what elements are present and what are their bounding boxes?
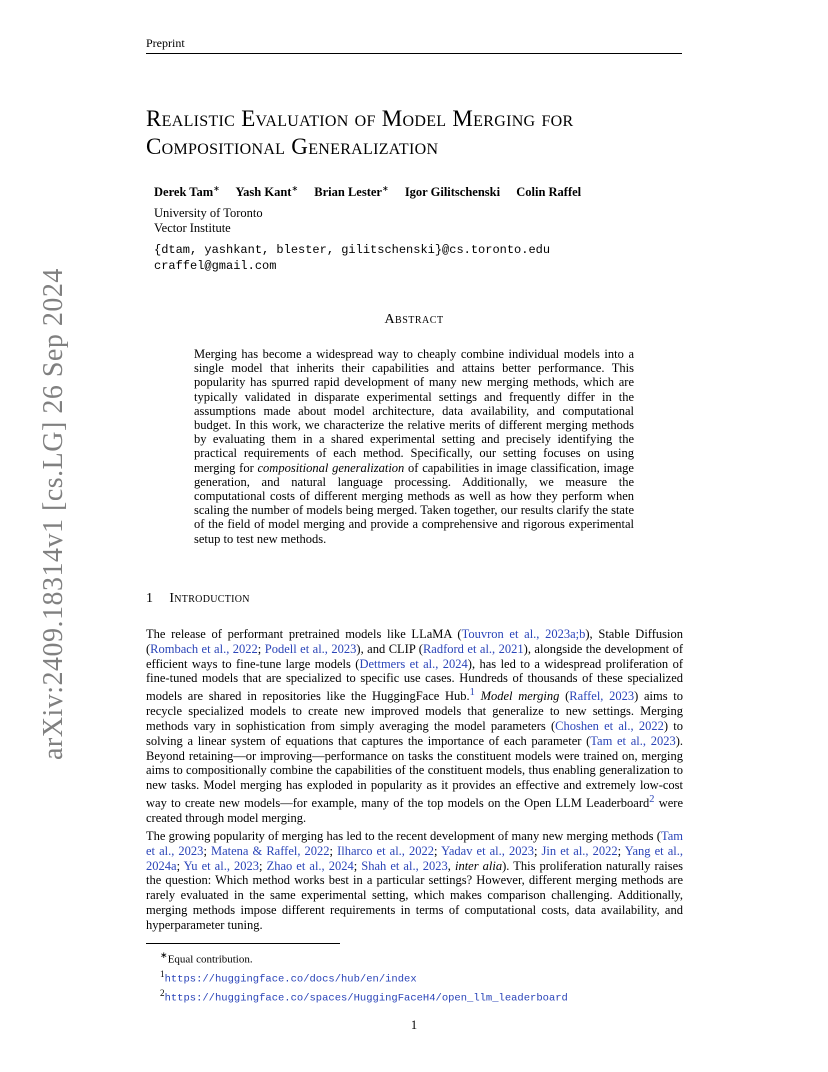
footnote-ref[interactable]: 1 <box>469 687 475 699</box>
intro-paragraph-2: The growing popularity of merging has led to the recent development of many new merging methods (Tam et al., 2023; Matena & Raffel, 2022; Ilharco et al., 2022; Yadav et al., 2023; Jin et al., 2022; Yang et al., 2024a; Yu et al., 2023; Zhao et al., 2024; Shah et al., 2023, inter alia). This proliferation naturally raises the question: Which method works best in a particular settings? However, different merging methods are rarely evaluated in the same experimental setting, which makes comparison challenging. Additionally, merging methods impose different requirements in terms of computational costs, data availability, and hyperparameter tuning. <box>146 829 683 932</box>
citation-link[interactable]: Tam et al., 2023 <box>590 733 676 748</box>
author: Derek Tam∗ <box>154 184 220 200</box>
affiliations <box>154 206 263 236</box>
section-heading <box>146 591 250 607</box>
footnote-link[interactable]: https://huggingface.co/docs/hub/en/index <box>164 973 417 986</box>
footnote-equal: ∗Equal contribution. <box>160 950 253 966</box>
running-header: Preprint <box>146 36 185 50</box>
author: Yash Kant∗ <box>235 184 299 200</box>
citation-link[interactable]: Zhao et al., 2024 <box>266 858 354 873</box>
citation-link[interactable]: Ilharco et al., 2022 <box>337 843 434 858</box>
footnotes <box>160 948 568 1006</box>
abstract-text: Merging has become a widespread way to cheaply combine individual models into a single model that inherits their capabilities and attains better performance. This popularity has spurred rapid development of many new merging methods, which are typically validated in disparate experimental settings and frequently differ in the assumptions made about model architecture, data availability, and computational budget. In this work, we characterize the relative merits of different merging methods by evaluating them in a shared experimental setting and precisely identifying the practical requirements of each method. Specifically, our setting focuses on using merging for compositional generalization of capabilities in image classification, image generation, and natural language processing. Additionally, we measure the computational costs of different merging methods as well as how they perform when scaling the number of models being merged. Taken together, our results clarify the state of the field of model merging and provide a comprehensive and rigorous experimental setup to test new methods. <box>194 347 634 546</box>
footnote-rule <box>146 943 340 944</box>
footnote-2: $^2$https://huggingface.co/spaces/HuggingFaceH4/open_llm_leaderboard <box>160 988 568 1005</box>
author-list <box>154 184 694 200</box>
abstract-heading: Abstract <box>384 312 444 327</box>
author: Brian Lester∗ <box>314 184 389 200</box>
author: Igor Gilitschenski <box>404 185 501 200</box>
email-line: {dtam, yashkant, blester, gilitschenski}@cs.toronto.edu <box>154 243 551 257</box>
section-number: 1 <box>146 591 154 606</box>
footnote-link[interactable]: https://huggingface.co/spaces/HuggingFaceH4/open_llm_leaderboard <box>164 992 568 1005</box>
citation-link[interactable]: Matena & Raffel, 2022 <box>210 843 330 858</box>
author-emails <box>154 242 550 274</box>
citation-link[interactable]: Tam et al., 2023 <box>146 829 683 858</box>
footnote-1: $^1$https://huggingface.co/docs/hub/en/index <box>160 968 417 986</box>
intro-paragraph-1: The release of performant pretrained models like LLaMA (Touvron et al., 2023a;b), Stable Diffusion (Rombach et al., 2022; Podell et al., 2023), and CLIP (Radford et al., 2021), alongside the development of efficient ways to fine-tune large models (Dettmers et al., 2024), has led to a widespread proliferation of fine-tuned models that are specialized to specific use cases. Hundreds of thousands of these specialized models are shared in repositories like the HuggingFace Hub.$^1$ Model merging (Raffel, 2023) aims to recycle specialized models to create new improved models that generalize to new settings. Merging methods vary in sophistication from simply averaging the model parameters (Choshen et al., 2022) to solving a linear system of equations that captures the importance of each parameter (Tam et al., 2023). Beyond retaining—or improving—performance on tasks the constituent models were trained on, merging aims to compositionally combine the capabilities of the constituent models, thus enabling generalization to new tasks. Model merging has exploded in popularity as it provides an effective and extremely low-cost way to create new models—for example, many of the top models on the Open LLM Leaderboard$^2$ were created through model merging. <box>146 627 684 825</box>
affiliation: Vector Institute <box>154 221 231 235</box>
title-line-2: Compositional Generalization <box>146 134 439 159</box>
arxiv-stamp: arXiv:2409.18314v1 [cs.LG] 26 Sep 2024 <box>38 268 69 760</box>
title-line-1: Realistic Evaluation of Model Merging for <box>146 106 574 131</box>
paper-title <box>146 105 686 161</box>
citation-link[interactable]: Raffel, 2023 <box>569 689 635 704</box>
section-title: Introduction <box>169 591 250 606</box>
citation-link[interactable]: Jin et al., 2022 <box>541 843 618 858</box>
citation-link[interactable]: Radford et al., 2021 <box>422 641 524 656</box>
email-line: craffel@gmail.com <box>154 259 277 273</box>
citation-link[interactable]: Yang et al., 2024a <box>146 843 683 873</box>
citation-link[interactable]: Podell et al., 2023 <box>264 641 357 656</box>
citation-link[interactable]: Choshen et al., 2022 <box>555 718 664 733</box>
affiliation: University of Toronto <box>154 206 263 220</box>
citation-link[interactable]: Touvron et al., 2023a;b <box>461 627 586 641</box>
page-number: 1 <box>410 1018 418 1032</box>
citation-link[interactable]: Yadav et al., 2023 <box>441 843 534 858</box>
citation-link[interactable]: Shah et al., 2023 <box>361 858 448 873</box>
footnote-ref[interactable]: 2 <box>649 793 655 805</box>
citation-link[interactable]: Rombach et al., 2022 <box>150 641 258 656</box>
citation-link[interactable]: Dettmers et al., 2024 <box>359 656 468 671</box>
header-rule <box>146 53 682 54</box>
citation-link[interactable]: Yu et al., 2023 <box>183 858 260 873</box>
author: Colin Raffel <box>516 185 582 200</box>
